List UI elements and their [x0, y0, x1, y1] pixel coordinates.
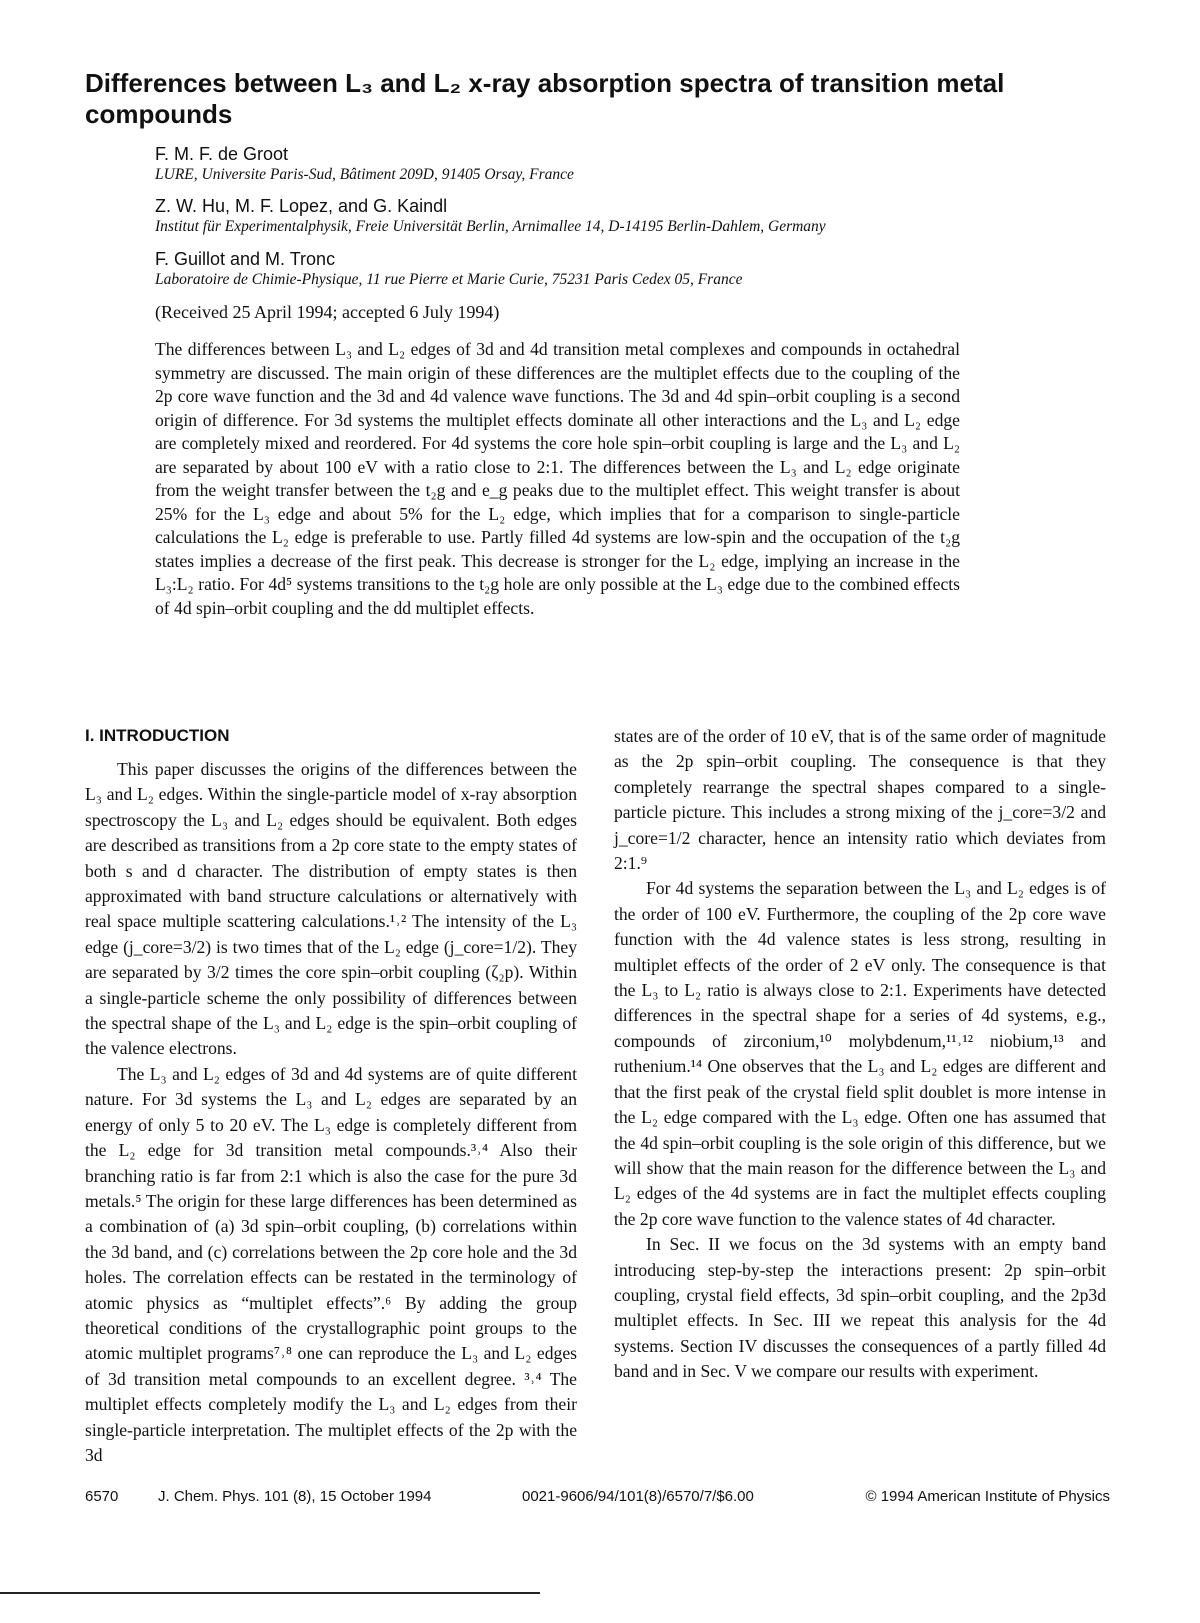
author-names: Z. W. Hu, M. F. Lopez, and G. Kaindl [155, 196, 448, 216]
copyright: © 1994 American Institute of Physics [865, 1488, 1110, 1505]
right-column [614, 724, 1106, 1385]
section-heading: I. INTRODUCTION [85, 726, 230, 745]
author-names: F. M. F. de Groot [155, 144, 289, 164]
page-footer [85, 1488, 1110, 1510]
page-number: 6570 [85, 1488, 119, 1505]
paper-title: Differences between L₃ and L₂ x-ray absorption spectra of transition metal compounds [85, 68, 1005, 129]
author-group-1 [155, 143, 1115, 185]
paragraph: The L₃ and L₂ edges of 3d and 4d systems are of quite different nature. For 3d systems the L₃ and L₂ edges are separated by an energy of only 5 to 20 eV. The L₃ edge is completely different from the L₂ edge for 3d transition metal compounds.³˒⁴ Also their branching ratio is far from 2:1 which is also the case for the pure 3d metals.⁵ The origin for these large differences has been determined as a combination of (a) 3d spin–orbit coupling, (b) correlations within the 3d band, and (c) correlations between the 2p core hole and the 3d holes. The correlation effects can be restated in the terminology of atomic physics as “multiplet effects”.⁶ By adding the group theoretical conditions of the crystallographic point groups to the atomic multiplet programs⁷˒⁸ one can reproduce the L₃ and L₂ edges of 3d transition metal compounds to an excellent degree. ³˒⁴ The multiplet effects completely modify the L₃ and L₂ edges from their single-particle interpretation. The multiplet effects of the 2p with the 3d [85, 1063, 577, 1465]
article-code: 0021-9606/94/101(8)/6570/7/$6.00 [522, 1488, 754, 1505]
paragraph: For 4d systems the separation between the L₃ and L₂ edges is of the order of 100 eV. Furthermore, the coupling of the 2p core wave function with the 4d valence states is less strong, resulting in multiplet effects of the order of 2 eV only. The consequence is that the L₃ to L₂ ratio is always close to 2:1. Experiments have detected differences in the spectral shape for a series of 4d systems, e.g., compounds of zirconium,¹⁰ molybdenum,¹¹˒¹² niobium,¹³ and ruthenium.¹⁴ One observes that the L₃ and L₂ edges are different and that the first peak of the crystal field split doublet is more intense in the L₂ edge compared with the L₃ edge. Often one has assumed that the 4d spin–orbit coupling is the sole origin of this difference, but we will show that the main reason for the difference between the L₃ and L₂ edges of the 4d systems are in fact the multiplet effects coupling the 2p core wave function to the valence states of 4d character. [614, 878, 1106, 1229]
received-dates: (Received 25 April 1994; accepted 6 July 1994) [155, 302, 500, 322]
left-column [85, 757, 577, 1468]
author-affiliation: LURE, Universite Paris-Sud, Bâtiment 209D, 91405 Orsay, France [155, 166, 574, 183]
paragraph: This paper discusses the origins of the differences between the L₃ and L₂ edges. Within the single-particle model of x-ray absorption spectroscopy the L₃ and L₂ edges should be equivalent. Both edges are described as transitions from a 2p core state to the empty states of both s and d character. The distribution of empty states is then approximated with band structure calculations or alternatively with real space multiple scattering calculations.¹˒² The intensity of the L₃ edge (j_core=3/2) is two times that of the L₂ edge (j_core=1/2). They are separated by 3/2 times the core spin–orbit coupling (ζ₂p). Within a single-particle scheme the only possibility of differences between the spectral shape of the L₃ and L₂ edge is the spin–orbit coupling of the valence electrons. [85, 759, 577, 1059]
author-group-2 [155, 195, 1115, 237]
bottom-rule [0, 1592, 540, 1594]
author-names: F. Guillot and M. Tronc [155, 249, 336, 269]
paragraph: states are of the order of 10 eV, that is of the same order of magnitude as the 2p spin–orbit coupling. The consequence is that they completely rearrange the spectral shapes compared to a single-particle picture. This includes a strong mixing of the j_core=3/2 and j_core=1/2 character, hence an intensity ratio which deviates from 2:1.⁹ [614, 726, 1106, 874]
author-affiliation: Laboratoire de Chimie-Physique, 11 rue Pierre et Marie Curie, 75231 Paris Cedex 05, France [155, 271, 743, 288]
journal-citation: J. Chem. Phys. 101 (8), 15 October 1994 [158, 1488, 432, 1505]
author-affiliation: Institut für Experimentalphysik, Freie Universität Berlin, Arnimallee 14, D-14195 Berlin-Dahlem, Germany [155, 218, 826, 235]
paragraph: In Sec. II we focus on the 3d systems with an empty band introducing step-by-step the interactions present: 2p spin–orbit coupling, crystal field effects, 3d spin–orbit coupling, and the 2p3d multiplet effects. In Sec. III we repeat this analysis for the 4d systems. Section IV discusses the consequences of a partly filled 4d band and in Sec. V we compare our results with experiment. [614, 1234, 1106, 1382]
abstract: The differences between L₃ and L₂ edges of 3d and 4d transition metal complexes and compounds in octahedral symmetry are discussed. The main origin of these differences are the multiplet effects due to the coupling of the 2p core wave function and the 3d and 4d valence wave functions. The 3d and 4d spin–orbit coupling is a second origin of difference. For 3d systems the multiplet effects dominate all other interactions and the L₃ and L₂ edge are completely mixed and reordered. For 4d systems the core hole spin–orbit coupling is large and the L₃ and L₂ are separated by about 100 eV with a ratio close to 2:1. The differences between the L₃ and L₂ edge originate from the weight transfer between the t₂g and e_g peaks due to the multiplet effect. This weight transfer is about 25% for the L₃ edge and about 5% for the L₂ edge, which implies that for a comparison to single-particle calculations the L₂ edge is preferable to use. Partly filled 4d systems are low-spin and the occupation of the t₂g states implies a decrease of the first peak. This decrease is stronger for the L₂ edge, implying an increase in the L₃:L₂ ratio. For 4d⁵ systems transitions to the t₂g hole are only possible at the L₃ edge due to the combined effects of 4d spin–orbit coupling and the dd multiplet effects. [155, 339, 960, 618]
author-group-3 [155, 248, 1115, 290]
